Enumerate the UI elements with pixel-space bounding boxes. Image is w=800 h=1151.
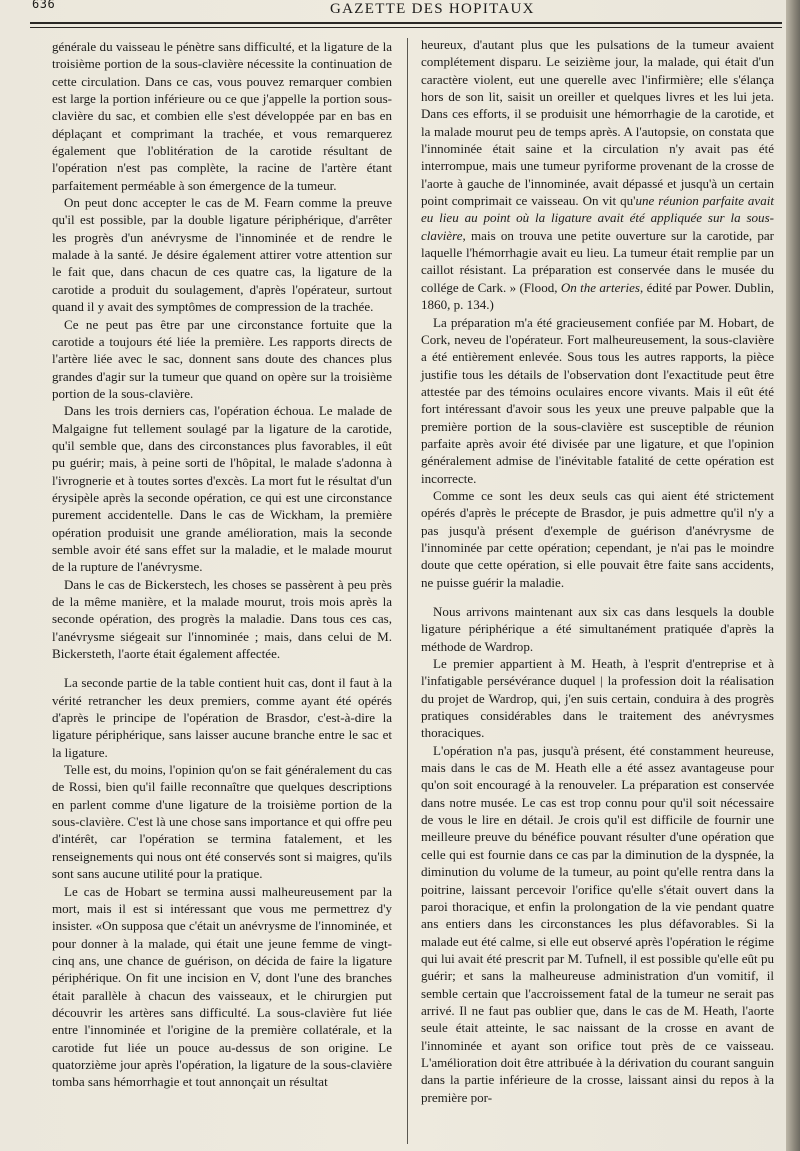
page-number: 636 — [32, 0, 56, 11]
left-column — [52, 38, 392, 1091]
italic-citation: On the arteries — [560, 279, 640, 295]
column-divider — [407, 38, 408, 1144]
italic-text: une réunion parfaite avait eu lieu au point où la ligature avait été appliquée sur la sous-clavière — [421, 193, 774, 243]
binding-spine — [786, 0, 800, 1151]
text-run: , mais on trouva une petite ouverture sur la carotide, par laquelle l'hémorrhagie avait eu lieu. La tumeur était remplie par un caillot résistant. La préparation est conservée dans le musée du collége de Cark. » (Flood, — [421, 227, 774, 295]
header-rule-thick — [30, 22, 782, 24]
paragraph: Le premier appartient à M. Heath, à l'esprit d'entreprise et à l'infatigable persévérance duquel | la profession doit la réalisation du projet de Wardrop, qui, j'en suis certain, conduira à des progrès pratiques considérables dans le traitement des anévrysmes thoraciques. — [421, 656, 774, 741]
paragraph: Telle est, du moins, l'opinion qu'on se fait généralement du cas de Rossi, bien qu'il faille reconnaître que quelques descriptions en parlent comme d'une ligature de la troisième portion de la sous-clavière. C'est là une chose sans importance et qui offre peu d'intérêt, car l'opération se termina fatalement, et les renseignements qui nous ont été conservés sont si maigres, qu'ils sont sans aucune utilité pour la pratique. — [52, 762, 392, 882]
paragraph: Dans le cas de Bickerstech, les choses se passèrent à peu près de la même manière, et la malade mourut, trois mois après la seconde opération, des progrès la maladie. Dans tous ces cas, l'anévrysme siégeait sur l'innominée ; mais, dans celui de M. Bickersteth, l'aorte était également affectée. — [52, 576, 392, 662]
right-column — [421, 36, 774, 1106]
paragraph: Comme ce sont les deux seuls cas qui aient été strictement opérés d'après le précepte de Brasdor, je puis admettre qu'il n'y a pas jusqu'à présent d'exemple de guérison d'anévrysme de l'innominée par cette opération; cependant, je n'ai pas le moindre doute que cette opération, si elle pouvait être faite sans accidents, ne puisse guérir la maladie. — [421, 487, 774, 590]
paragraph: Dans les trois derniers cas, l'opération échoua. Le malade de Malgaigne fut tellement soulagé par la ligature de la carotide, qu'il semble que, dans des circonstances plus favorables, il eût pu guérir; mais, à peine sorti de l'hôpital, le malade s'adonna à l'ivrognerie et à toutes sortes d'excès. La mort fut le résultat d'un érysipèle après la seconde opération, ce qui est une circonstance purement accidentelle. Dans le cas de Wickham, la première opération produisit une grande amélioration, mais la seconde semble avoir été sans effet sur la maladie, et le malade mourut de la rupture de l'anévrysme. — [52, 403, 392, 575]
paragraph — [421, 36, 774, 314]
paragraph: Le cas de Hobart se termina aussi malheureusement par la mort, mais il est si intéressant que vous me permettrez d'y insister. «On supposa que c'était un anévrysme de l'innominée, et pour donner à la malade, qui était une jeune femme de vingt-cinq ans, une chance de guérison, on décida de faire la ligature périphérique. On fit une incision en V, dont l'une des branches était parallèle à chacun des vaisseaux, et le chirurgien put découvrir les artères sans difficulté. La sous-clavière fut liée entre l'innominée et l'origine de la première collatérale, et la carotide fut liée un pouce au-dessus de son origine. Le quatorzième jour après l'opération, la ligature de la sous-clavière tomba sans hémorrhagie et tout annonçait un résultat — [52, 883, 392, 1090]
text-run: , édité par Power. Dublin, 1860, p. 134.) — [421, 279, 774, 313]
paragraph: Ce ne peut pas être par une circonstance fortuite que la carotide a toujours été liée la première. Les rapports directs de l'artère liée avec le sac, donnent sans doute des chances plus grandes d'agir sur la tumeur que quand on opère sur la troisième portion de la sous-clavière. — [52, 316, 392, 401]
paragraph: La seconde partie de la table contient huit cas, dont il faut à la vérité retrancher les deux premiers, comme ayant été opérés d'après le principe de l'opération de Brasdor, c'est-à-dire la ligature périphérique, sans laisser aucune branche entre le sac et la ligature. — [52, 675, 392, 760]
paragraph: Nous arrivons maintenant aux six cas dans lesquels la double ligature périphérique a été simultanément pratiquée d'après la méthode de Wardrop. — [421, 604, 774, 654]
header-rule-thin — [30, 27, 782, 28]
running-title: GAZETTE DES HOPITAUX — [330, 1, 535, 17]
paragraph: La préparation m'a été gracieusement confiée par M. Hobart, de Cork, neveu de l'opérateur. Fort malheureusement, la sous-clavière a été entièrement enlevée. Sous tous les autres rapports, la pièce justifie tous les détails de l'observation dont l'exactitude peut être attestée par des témoins oculaires encore vivants. Mais il eût été fort intéressant d'avoir sous les yeux une preuve palpable que la première portion de la sous-clavière est susceptible de réunion parfaite après avoir été divisée par une ligature, et que l'opinion généralement admise de l'inévitable fatalité de cette opération est incorrecte. — [421, 314, 774, 486]
paragraph: On peut donc accepter le cas de M. Fearn comme la preuve qu'il est possible, par la double ligature périphérique, d'arrêter les progrès d'un anévrysme de l'innominée et de rendre le malade à la santé. Je désire également attirer votre attention sur le fait que, dans chacun de ces quatre cas, la ligature de la carotide a produit du soulagement, d'après l'opérateur, surtout quand il y avait des symptômes de compression de la trachée. — [52, 195, 392, 315]
paragraph: L'opération n'a pas, jusqu'à présent, été constamment heureuse, mais dans le cas de M. Heath elle a été assez avantageuse pour qu'on soit encouragé à la renouveler. La préparation est conservée dans notre musée. Le cas est trop connu pour qu'il soit nécessaire de vous le lire en détail. Je crois qu'il est difficile de fournir une meilleure preuve du bénéfice pouvant résulter d'une opération que celle qui est fournie dans ce cas par la diminution de la dyspnée, la diminution du volume de la tumeur, au point qu'elle rentra dans la poitrine, laissant percevoir l'orifice qu'elle s'était ouvert dans la paroi thoracique, et enfin la prolongation de la vie pendant quatre ans entiers dans les circonstances les plus défavorables. Si la malade eut été calme, si elle eut observé après l'opération le régime qui lui avait été prescrit par M. Tufnell, il est possible qu'elle eût pu guérir; et sans la malheureuse administration d'un vomitif, il semble certain que l'accroissement fatal de la tumeur ne serait pas arrivé. Il ne faut pas oublier que, dans le cas de M. Heath, l'aorte seule était atteinte, le sac naissant de la crosse en avant de l'innominée et ayant son orifice tout près de ce vaisseau. L'amélioration doit être attribuée à la dérivation du courant sanguin dans la partie inférieure de la crosse, laissant ainsi du repos à la première por- — [421, 742, 774, 1105]
text-run: heureux, d'autant plus que les pulsations de la tumeur avaient complétement disparu. Le seizième jour, la malade, qui était d'un caractère violent, eut une querelle avec l'infirmière; elle s'élança hors de son lit, saisit un oreiller et quelques livres et les lui jeta. Dans ces efforts, il se produisit une hémorrhagie de la carotide, et la malade mourut peu de temps après. A l'autopsie, on constata que l'innominée était saine et la circulation n'y avait pas été interrompue, mais une tumeur pyriforme provenant de la crosse de l'aorte à gauche de l'innominée, avait dépassé et jusqu'à un certain point comprimait ce vaisseau. On vit qu' — [421, 37, 774, 209]
paragraph: générale du vaisseau le pénètre sans difficulté, et la ligature de la troisième portion de la sous-clavière nécessite la continuation de cette circulation. Dans ce cas, vous pouvez remarquer combien est large la portion inférieure ou ce que j'appelle la portion sous-clavière du sac, et combien elle s'est développée par en bas en déplaçant et comprimant la trachée, et vous remarquerez également que l'oblitération de la carotide résultant de l'opération n'est pas complète, la racine de l'artère étant parfaitement perméable à son émergence de la tumeur. — [52, 39, 392, 193]
